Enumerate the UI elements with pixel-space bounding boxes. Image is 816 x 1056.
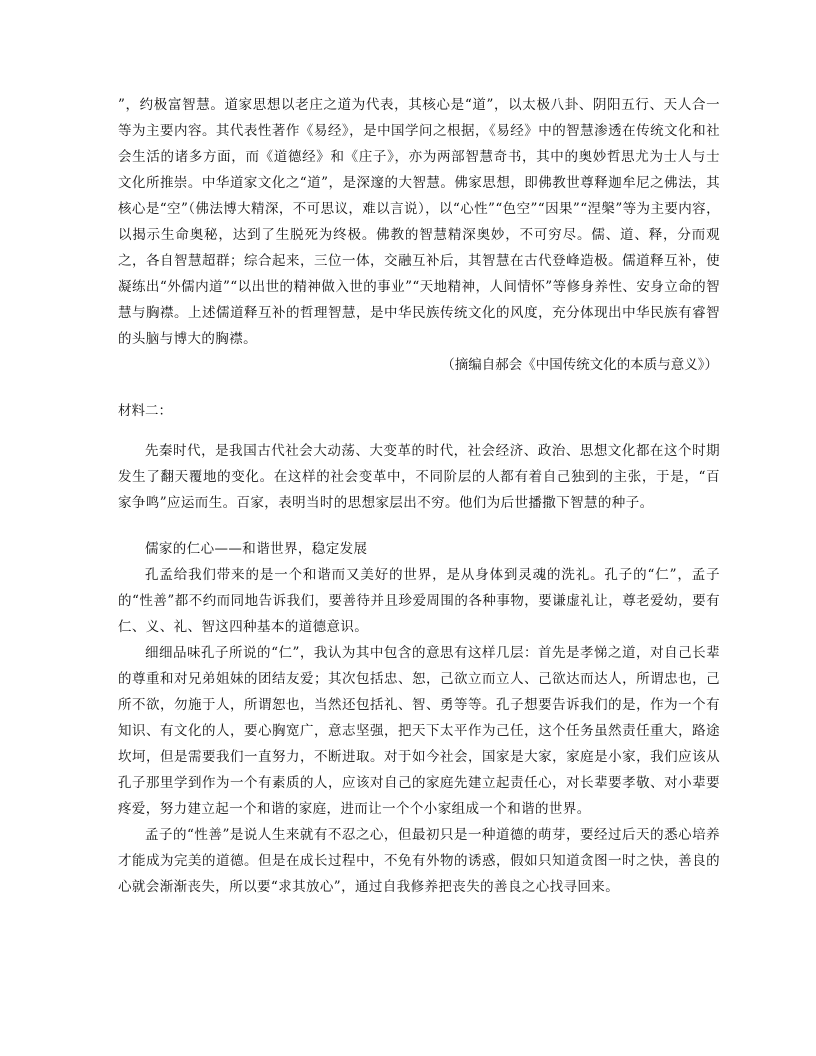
document-body	[118, 92, 720, 900]
material2-intro: 先秦时代，是我国古代社会大动荡、大变革的时代，社会经济、政治、思想文化都在这个时期发生了翻天覆地的变化。在这样的社会变革中，不同阶层的人都有着自己独到的主张，于是，“百家争鸣”应运而生。百家，表明当时的思想家层出不穷。他们为后世播撒下智慧的种子。	[118, 443, 720, 511]
section-heading: 儒家的仁心——和谐世界，稳定发展	[145, 541, 368, 557]
material2-label: 材料二：	[118, 403, 172, 419]
spacer	[118, 424, 720, 438]
spacer	[118, 378, 720, 398]
material1-source: （摘编自郝会《中国传统文化的本质与意义》）	[441, 357, 718, 373]
body-paragraph: 孟子的“性善”是说人生来就有不忍之心，但最初只是一种道德的萌芽，要经过后天的悉心培养才能成为完美的道德。但是在成长过程中，不免有外物的诱惑，假如只知道贪图一时之快，善良的心就会渐渐丧失，所以要“求其放心”，通过自我修养把丧失的善良之心找寻回来。	[118, 827, 720, 895]
body-paragraph: 孔孟给我们带来的是一个和谐而又美好的世界，是从身体到灵魂的洗礼。孔子的“仁”，孟子的“性善”都不约而同地告诉我们，要善待并且珍爱周围的各种事物，要谦虚礼让，尊老爱幼，要有仁、义、礼、智这四种基本的道德意识。	[118, 567, 720, 635]
body-paragraph: 细细品味孔子所说的“仁”，我认为其中包含的意思有这样几层：首先是孝悌之道，对自己长辈的尊重和对兄弟姐妹的团结友爱；其次包括忠、恕，己欲立而立人、己欲达而达人，所谓忠也，己所不欲，勿施于人，所谓恕也，当然还包括礼、智、勇等等。孔子想要告诉我们的是，作为一个有知识、有文化的人，要心胸宽广，意志坚强，把天下太平作为己任，这个任务虽然责任重大，路途坎坷，但是需要我们一直努力，不断进取。对于如今社会，国家是大家，家庭是小家，我们应该从孔子那里学到作为一个有素质的人，应该对自己的家庭先建立起责任心，对长辈要孝敬、对小辈要疼爱，努力建立起一个和谐的家庭，进而让一个个小家组成一个和谐的世界。	[118, 645, 720, 817]
spacer	[118, 516, 720, 536]
material1-paragraph: ”，约极富智慧。道家思想以老庄之道为代表，其核心是“道”，以太极八卦、阴阳五行、天人合一等为主要内容。其代表性著作《易经》，是中国学问之根据，《易经》中的智慧渗透在传统文化和社会生活的诸多方面，而《道德经》和《庄子》，亦为两部智慧奇书，其中的奥妙哲思尤为士人与士文化所推崇。中华道家文化之“道”，是深邃的大智慧。佛家思想，即佛教世尊释迦牟尼之佛法，其核心是“空”（佛法博大精深，不可思议，难以言说），以“心性”“色空”“因果”“涅槃”等为主要内容，以揭示生命奥秘，达到了生脱死为终极。佛教的智慧精深奥妙，不可穷尽。儒、道、释，分而观之，各自智慧超群；综合起来，三位一体，交融互补后，其智慧在古代登峰造极。儒道释互补，使凝练出“外儒内道”“以出世的精神做入世的事业”“天地精神，人间情怀”等修身养性、安身立命的智慧与胸襟。上述儒道释互补的哲理智慧，是中华民族传统文化的风度，充分体现出中华民族有睿智的头脑与博大的胸襟。	[118, 97, 720, 347]
